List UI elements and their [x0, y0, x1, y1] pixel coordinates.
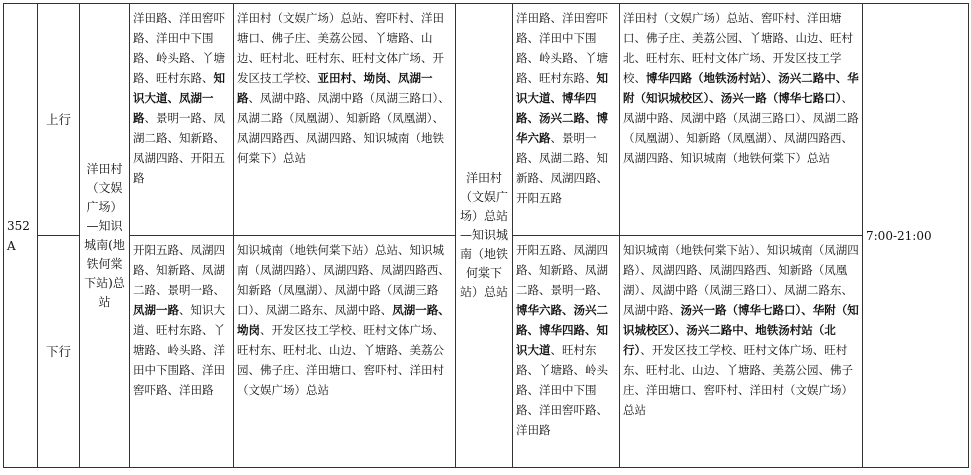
- stop-segment: 开阳五路、凤湖四路、知新路、凤湖二路、景明一路、: [516, 243, 608, 297]
- stop-segment-highlight: 博华四路（地铁汤村站）、汤兴二路中、华附（知识城校区）、汤兴一路（博华七路口）: [623, 71, 859, 105]
- stop-segment: 、景明一路、凤湖二路、知新路、凤湖四路、开阳五路: [133, 111, 225, 185]
- down-col3: [513, 236, 620, 468]
- stop-segment-highlight: 凤湖一路: [133, 303, 179, 317]
- service-time: 7:00-21:00: [863, 4, 969, 468]
- direction-down-label: 下行: [38, 236, 80, 468]
- stop-segment: 洋田村（文娱广场）总站、窖吓村、洋田塘口、佛子庄、美荔公园、丫塘路、山边、旺村北、旺村东、旺村文体广场、开发区技工学校、: [623, 11, 853, 85]
- down-col1: [130, 236, 234, 468]
- route-number-cell: [4, 4, 38, 468]
- terminals-cell-1: 洋田村（文娱广场）—知识城南(地铁何棠下站)总站: [80, 4, 130, 468]
- stop-segment: 开阳五路、凤湖四路、知新路、凤湖二路、景明一路、: [133, 243, 225, 297]
- stop-segment-highlight: 知识大道、凤湖一路: [133, 71, 225, 125]
- stop-segment: 洋田路、洋田窖吓路、洋田中下围路、岭头路、丫塘路、旺村东路、: [516, 11, 608, 85]
- stop-segment-highlight: 博华六路、汤兴二路、博华四路、知识大道: [516, 303, 608, 357]
- stop-segment: 知识城南（地铁何棠下站）、知识城南（凤湖四路）、凤湖四路、凤湖四路西、知新路（凤凰湖）、凤湖中路（凤湖三路口）、凤湖二路东、凤湖中路、: [623, 243, 859, 317]
- route-number: 352: [7, 218, 30, 233]
- route-suffix: A: [7, 238, 16, 253]
- down-col4: [620, 236, 863, 468]
- stop-segment: 、开发区技工学校、旺村文体广场、旺村东、旺村北、山边、丫塘路、美荔公园、佛子庄、洋田塘口、窖吓村、洋田村（文娱广场）总站: [623, 343, 853, 417]
- stop-segment: 、旺村东路、丫塘路、岭头路、洋田中下围路、洋田窖吓路、洋田路: [516, 343, 608, 437]
- up-col3: [513, 4, 620, 236]
- stop-segment: 、凤湖中路、凤湖中路（凤湖三路口）、凤湖二路（凤凰湖）、知新路（凤凰湖）、凤湖四路西、凤湖四路、知识城南（地铁何棠下）总站: [237, 91, 450, 165]
- stop-segment-highlight: 亚田村、坳岗、凤湖一路: [237, 71, 433, 105]
- up-col1: [130, 4, 234, 236]
- stop-segment: 、凤湖中路、凤湖中路（凤湖三路口）、凤湖二路（凤凰湖）、知新路（凤凰湖）、凤湖四路西、凤湖四路、知识城南（地铁何棠下）总站: [623, 91, 859, 165]
- stop-segment-highlight: 知识大道、博华四路、汤兴二路、博华六路: [516, 71, 608, 145]
- terminals-cell-2: 洋田村（文娱广场）总站—知识城南（地铁何棠下站）总站: [456, 4, 513, 468]
- stop-segment: 洋田村（文娱广场）总站、窖吓村、洋田塘口、佛子庄、美荔公园、丫塘路、山边、旺村北、旺村东、旺村文体广场、开发区技工学校、: [237, 11, 444, 85]
- stop-segment-highlight: 凤湖一路、坳岗: [237, 303, 450, 337]
- up-col2: [234, 4, 456, 236]
- down-col2: [234, 236, 456, 468]
- up-col4: [620, 4, 863, 236]
- stop-segment-highlight: 汤兴一路（博华七路口）、华附（知识城校区）、汤兴二路中、地铁汤村站（北行）: [623, 303, 859, 357]
- stop-segment: 知识城南（地铁何棠下站）总站、知识城南（凤湖四路）、凤湖四路、凤湖四路西、知新路（凤凰湖）、凤湖中路（凤湖三路口）、凤湖二路东、凤湖中路、: [237, 243, 450, 317]
- stop-segment: 、开发区技工学校、旺村文体广场、旺村东、旺村北、山边、丫塘路、美荔公园、佛子庄、洋田塘口、窖吓村、洋田村（文娱广场）总站: [237, 323, 444, 397]
- stop-segment: 、知识大道、旺村东路、丫塘路、岭头路、洋田中下围路、洋田窖吓路、洋田路: [133, 303, 225, 397]
- direction-up-label: 上行: [38, 4, 80, 236]
- route-table: [3, 3, 969, 468]
- stop-segment: 洋田路、洋田窖吓路、洋田中下围路、岭头路、丫塘路、旺村东路、: [133, 11, 225, 85]
- row-up: [4, 4, 969, 236]
- stop-segment: 、景明一路、凤湖二路、知新路、凤湖四路、开阳五路: [516, 131, 608, 205]
